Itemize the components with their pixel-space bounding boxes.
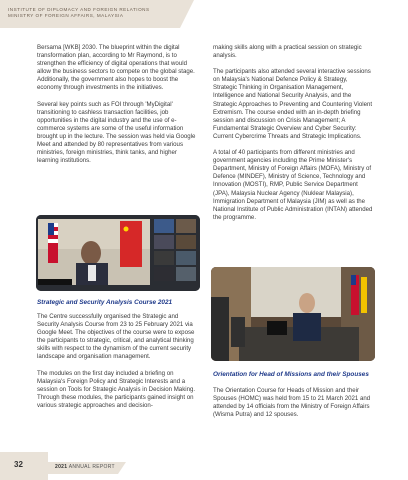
org-line-1: INSTITUTE OF DIPLOMACY AND FOREIGN RELATIONS	[8, 7, 150, 12]
left-paragraph-1: Bersama [WKB] 2030. The blueprint within the digital transformation plan, according to Mr Raymond, is to strengthen the efficiency of digital operations that would allow the business sectors to compete on the global stage. Additionally, the government also hopes to boost the economy through investments in the initiatives.	[37, 44, 195, 92]
left-column	[37, 44, 197, 173]
right-paragraph-4: The Orientation Course for Heads of Mission and their Spouses (HOMC) was held from 15 to 21 March 2021 and attended by 14 officials from the Ministry of Foreign Affairs (Wisma Putra) and 12 spouses.	[213, 387, 371, 419]
right-paragraph-1: making skills along with a practical session on strategic analysis.	[213, 44, 362, 60]
footer-year: 2021	[55, 464, 68, 470]
left-paragraph-3: The Centre successfully organised the Strategic and Security Analysis Course from 23 to 25 February 2021 via Google Meet. The objectives of the course were to expose the participants to strategic, critical, and analytical thinking skills with respect to the dynamism of the current security landscape and organisation management.	[37, 313, 195, 361]
footer-label	[55, 464, 115, 470]
header-band	[0, 0, 180, 28]
caption-strategic-course: Strategic and Security Analysis Course 2021	[37, 299, 173, 306]
caption-orientation: Orientation for Head of Missions and their Spouses	[213, 371, 369, 378]
orientation-photo	[211, 267, 375, 361]
right-column-lower	[213, 387, 373, 427]
organisation-title	[8, 7, 150, 19]
left-paragraph-4: The modules on the first day included a briefing on Malaysia's Foreign Policy and Strategic Interests and a session on Tools for Strategic Analysis in Decision Making. Through these modules, the participants gained insight on various strategic approaches and decision-	[37, 369, 196, 409]
org-line-2: MINISTRY OF FOREIGN AFFAIRS, MALAYSIA	[8, 13, 124, 18]
right-column	[213, 44, 373, 230]
right-paragraph-2: The participants also attended several interactive sessions on Malaysia's National Defence Policy & Strategy, Strategic Thinking in Organisation Management, Intelligence and National Security Analysis, and the Strategic Approaches to Preventing and Countering Violent Extremism. The course ended with an in-depth briefing session and discussion on Crisis Management; A Fundamental Strategic Overview and Cyber Security: Current Cybercrime Threats and Strategic Implications.	[213, 68, 373, 140]
right-paragraph-3: A total of 40 participants from different ministries and government agencies including the Prime Minister's Department, Ministry of Foreign Affairs (MOFA), Ministry of Defence (MINDEF), Ministry of Science, Technology and Innovation (MOSTI), RMP, Public Service Department (JPA), Malaysia Nuclear Agency (Nuklear Malaysia), Immigration Department of Malaysia (JIM) as well as the National Institute of Public Administration (INTAN) attended the programme.	[213, 149, 373, 221]
footer-report: ANNUAL REPORT	[68, 464, 115, 470]
left-column-lower	[37, 313, 197, 418]
page-number-tab	[0, 452, 48, 480]
page-number: 32	[14, 460, 23, 469]
video-conference-photo	[36, 215, 200, 291]
left-paragraph-2: Several key points such as FOI through 'MyDigital' transitioning to cashless transaction facilities, job opportunities in the digital industry and the use of e-commerce systems are some of the useful information brought up in the lecture. The session was held via Google Meet and attended by 80 representatives from various ministries, foreign ministries, think tanks, and higher learning institutions.	[37, 100, 196, 165]
